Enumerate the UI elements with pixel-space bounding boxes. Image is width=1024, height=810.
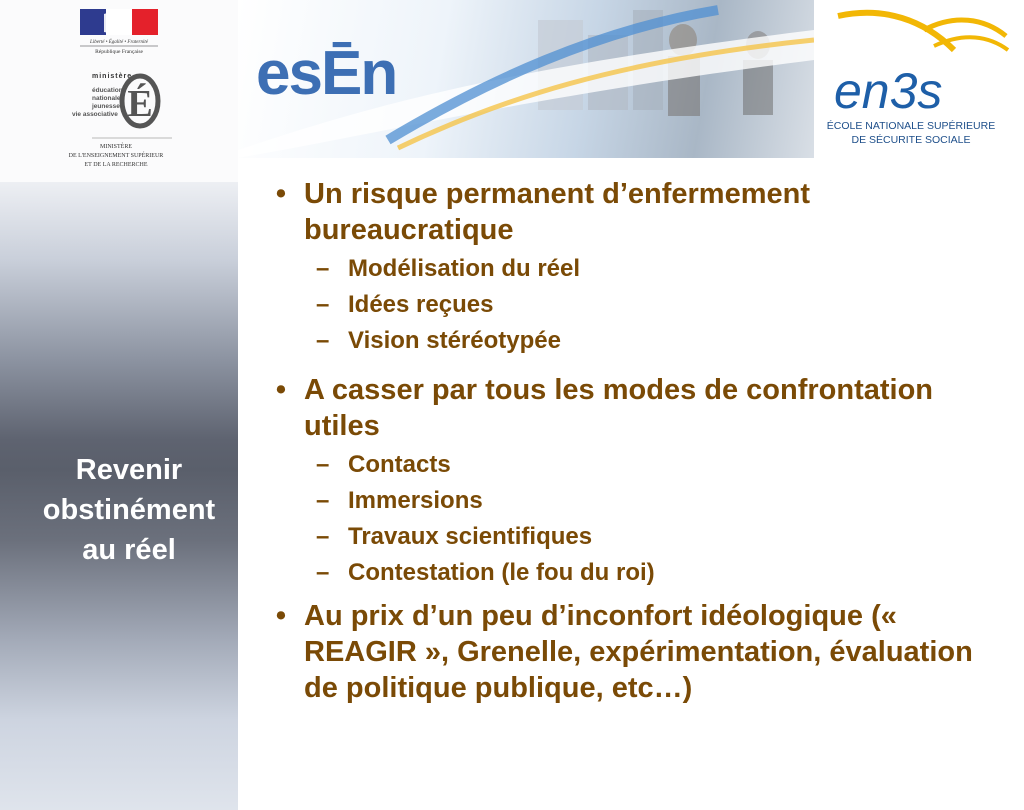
sub-bullet-item <box>316 450 998 480</box>
slide-content <box>258 174 998 706</box>
sub-bullet-item <box>316 290 998 320</box>
esen-logo <box>252 26 432 116</box>
sidebar-title-line3: au réel <box>82 534 176 566</box>
bullet-item <box>258 598 998 706</box>
ministere-sup-line1: MINISTÈRE <box>100 144 132 150</box>
en3s-logo <box>814 0 1024 158</box>
sub-bullet-marker: – <box>316 291 330 318</box>
sub-bullet-text: Contacts <box>348 451 451 478</box>
bullet-text: Un risque permanent d’enfermement bureaucratique <box>304 178 810 246</box>
ministere-line5: vie associative <box>72 111 118 118</box>
esen-logo-text: esĒn <box>256 39 397 108</box>
en3s-logo-area <box>814 0 1024 158</box>
education-e-letter: É <box>127 83 153 125</box>
bullet-item <box>258 372 998 444</box>
sub-bullet-marker: – <box>316 523 330 550</box>
ministere-sup-line2: DE L'ENSEIGNEMENT SUPÉRIEUR <box>68 153 164 159</box>
header-banner <box>238 0 814 158</box>
sub-bullet-text: Travaux scientifiques <box>348 523 593 550</box>
ministere-line4: jeunesse <box>92 103 120 110</box>
en3s-subtitle2: DE SÉCURITE SOCIALE <box>851 134 971 146</box>
sidebar-title-line2: obstinément <box>42 494 216 526</box>
sub-bullet-item <box>316 254 998 284</box>
bullet-marker: • <box>275 600 287 632</box>
bullet-text: Au prix d’un peu d’inconfort idéologique (« REAGIR », Grenelle, expérimentation, évaluation de politique publique, etc…) <box>304 600 973 704</box>
bullet-marker: • <box>275 178 287 210</box>
sub-bullet-marker: – <box>316 451 330 478</box>
bullet-marker: • <box>275 374 287 406</box>
sub-bullet-text: Vision stéréotypée <box>348 327 561 354</box>
sub-bullet-text: Idées reçues <box>348 291 494 318</box>
sidebar-title-line1: Revenir <box>75 454 183 486</box>
bullet-text: A casser par tous les modes de confrontation utiles <box>304 374 934 442</box>
sidebar-title <box>0 450 258 570</box>
sub-bullet-text: Contestation (le fou du roi) <box>348 559 655 586</box>
en3s-logo-text: en3s <box>834 63 943 119</box>
sub-bullet-item <box>316 486 998 516</box>
republique-francaise-logo <box>0 0 238 182</box>
sub-bullet-marker: – <box>316 327 330 354</box>
sub-bullet-item <box>316 522 998 552</box>
sub-bullet-item <box>316 326 998 356</box>
sub-bullet-text: Immersions <box>348 487 483 514</box>
en3s-subtitle1: ÉCOLE NATIONALE SUPÉRIEURE <box>826 120 996 132</box>
ministry-logos-area <box>0 0 238 182</box>
sub-bullet-text: Modélisation du réel <box>348 255 581 282</box>
republique-country: République Française <box>95 49 143 55</box>
sidebar <box>0 0 238 810</box>
ministere-sup-line3: ET DE LA RECHERCHE <box>84 162 148 168</box>
sub-bullet-marker: – <box>316 559 330 586</box>
ministere-line3: nationale <box>92 95 121 102</box>
republique-motto: Liberté • Égalité • Fraternité <box>90 40 148 45</box>
sub-bullet-item <box>316 558 998 588</box>
bullet-item <box>258 176 998 248</box>
ministere-label: ministère <box>92 73 133 80</box>
sub-bullet-marker: – <box>316 487 330 514</box>
sub-bullet-marker: – <box>316 255 330 282</box>
ministere-line2: éducation <box>92 87 123 94</box>
